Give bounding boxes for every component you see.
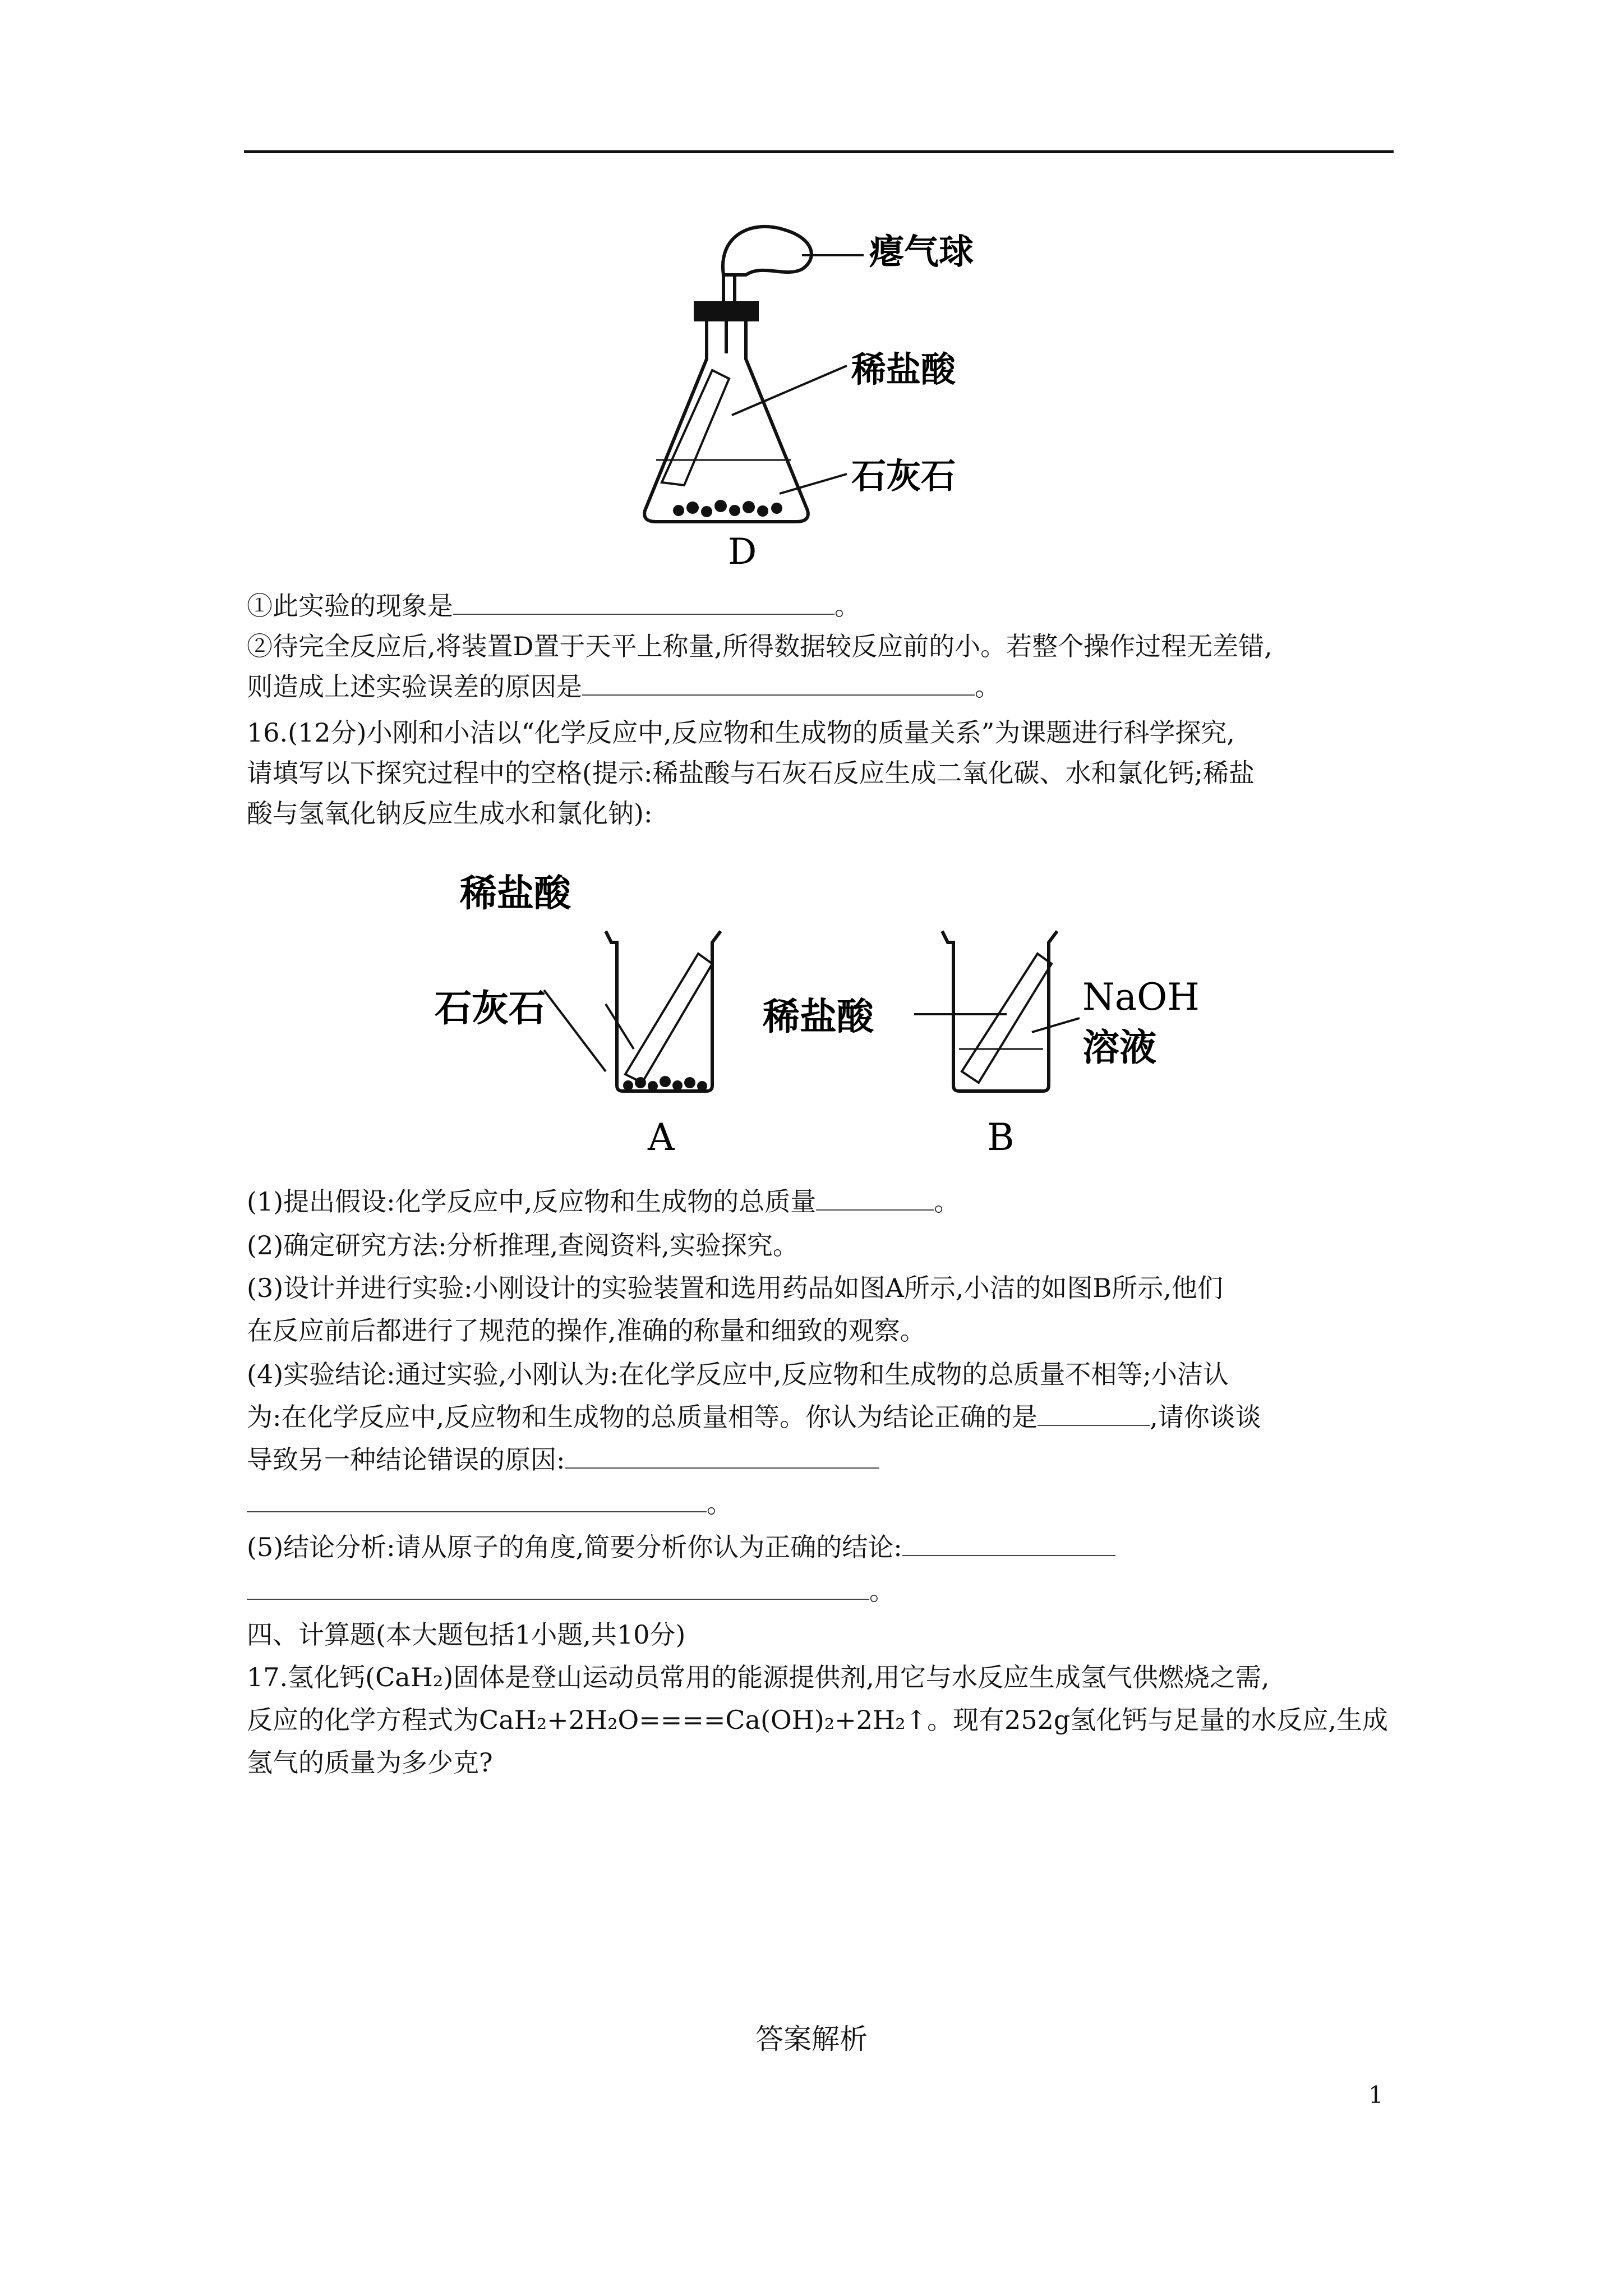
figure-d-caption: D: [728, 531, 757, 573]
q16-line3: 酸与氢氧化钠反应生成水和氯化钠):: [247, 798, 653, 829]
q16-step4-line3: [247, 1443, 879, 1476]
q16-step4-line4: [247, 1487, 732, 1520]
q16-step3-line2: 在反应前后都进行了规范的操作,准确的称量和细致的观察。: [247, 1315, 926, 1346]
q16-step4-end: 。: [707, 1488, 732, 1519]
q15-item1: [247, 589, 860, 623]
q16-step1-text: (1)提出假设:化学反应中,反应物和生成物的总质量: [247, 1186, 817, 1217]
answer-title: 答案解析: [755, 2023, 868, 2055]
balloon-icon: [723, 227, 811, 275]
q15-item1-end: 。: [834, 591, 860, 621]
figure-d-flask: [617, 219, 1021, 578]
q15-item2-end: 。: [975, 671, 1000, 702]
fig-b-caption: B: [987, 1116, 1015, 1159]
q16-step5-line2: [247, 1574, 895, 1608]
q16-step1-end: 。: [934, 1186, 960, 1217]
balloon-label: 瘪气球: [869, 231, 974, 272]
answer-blank[interactable]: [565, 1446, 879, 1469]
q16-step4-line1: (4)实验结论:通过实验,小刚认为:在化学反应中,反应物和生成物的总质量不相等;小洁认: [247, 1359, 1229, 1389]
fig-b-naoh-label: NaOH: [1082, 976, 1200, 1019]
fig-a-limestone-label: 石灰石: [435, 987, 546, 1030]
limestone-label: 石灰石: [851, 455, 956, 496]
q16-step3-line1: (3)设计并进行实验:小刚设计的实验装置和选用药品如图A所示,小洁的如图B所示,他们: [247, 1273, 1223, 1303]
answer-blank[interactable]: [247, 1577, 869, 1600]
q16-step4-text: 为:在化学反应中,反应物和生成物的总质量相等。你认为结论正确的是: [247, 1402, 1038, 1432]
q16-step4-text-b: ,请你谈谈: [1150, 1402, 1261, 1432]
q16-line1: 16.(12分)小刚和小洁以“化学反应中,反应物和生成物的质量关系”为课题进行科学探究,: [247, 717, 1235, 748]
page-number: 1: [1368, 2081, 1384, 2109]
q16-step4-line2: [247, 1400, 1261, 1434]
figure-ab-beakers: [432, 864, 1228, 1161]
q15-item2-line2: [247, 670, 1000, 703]
answer-blank[interactable]: [816, 1188, 934, 1211]
q15-item2-line1: ②待完全反应后,将装置D置于天平上称量,所得数据较反应前的小。若整个操作过程无差错,: [247, 631, 1272, 661]
q16-line2: 请填写以下探究过程中的空格(提示:稀盐酸与石灰石反应生成二氧化碳、水和氯化钙;稀盐: [247, 758, 1255, 788]
fig-b-solution-label: 溶液: [1082, 1026, 1156, 1069]
answer-blank[interactable]: [247, 1490, 707, 1512]
q16-step5-end: 。: [869, 1576, 895, 1606]
answer-blank[interactable]: [453, 592, 834, 615]
answer-blank[interactable]: [902, 1534, 1115, 1556]
q17-line2: 反应的化学方程式为CaH₂+2H₂O====Ca(OH)₂+2H₂↑。现有252g氢化钙与足量的水反应,生成: [247, 1705, 1388, 1735]
fig-b-acid-label: 稀盐酸: [763, 995, 874, 1038]
acid-label: 稀盐酸: [851, 349, 956, 390]
answer-blank[interactable]: [1038, 1404, 1150, 1426]
fig-a-acid-label: 稀盐酸: [460, 872, 571, 915]
answer-blank[interactable]: [582, 673, 975, 696]
q15-item1-text: ①此实验的现象是: [247, 591, 453, 621]
q16-step2: (2)确定研究方法:分析推理,查阅资料,实验探究。: [247, 1230, 799, 1260]
q16-step5-line1: [247, 1530, 1115, 1564]
section4-heading: 四、计算题(本大题包括1小题,共10分): [247, 1619, 686, 1650]
fig-a-caption: A: [648, 1116, 675, 1159]
q16-step1: [247, 1185, 960, 1218]
q16-step5-text: (5)结论分析:请从原子的角度,简要分析你认为正确的结论:: [247, 1532, 902, 1562]
q16-step4-reason-text: 导致另一种结论错误的原因:: [247, 1444, 565, 1475]
q15-item2-text: 则造成上述实验误差的原因是: [247, 671, 582, 702]
q17-line3: 氢气的质量为多少克?: [247, 1747, 493, 1778]
q17-line1: 17.氢化钙(CaH₂)固体是登山运动员常用的能源提供剂,用它与水反应生成氢气供燃烧之需,: [247, 1662, 1270, 1692]
header-rule: [244, 150, 1394, 153]
